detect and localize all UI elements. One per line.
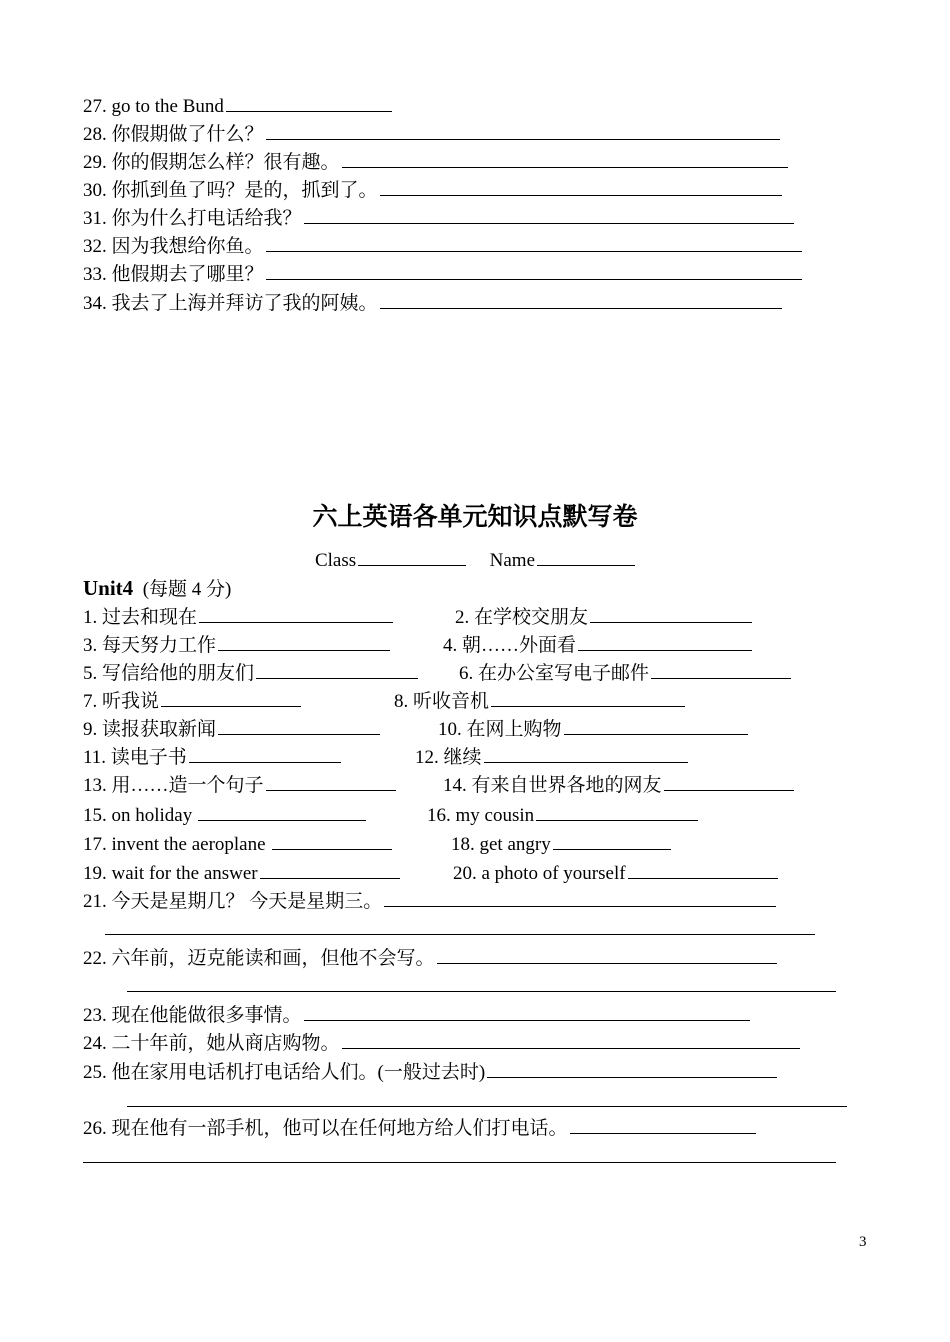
answer-blank[interactable] <box>226 91 392 112</box>
pair-row: 13. 用……造一个句子 14. 有来自世界各地的网友 <box>83 770 396 800</box>
answer-blank[interactable] <box>570 1113 756 1134</box>
answer-blank[interactable] <box>564 714 748 735</box>
item-30: 30. 你抓到鱼了吗？是的，抓到了。 <box>83 175 782 205</box>
sentence-21: 21. 今天是星期几？ 今天是星期三。 <box>83 886 776 916</box>
class-name-row: Class Name <box>0 545 950 575</box>
answer-blank[interactable] <box>266 119 780 140</box>
answer-line[interactable] <box>105 934 815 935</box>
unit-heading: Unit4 (每题 4 分) <box>83 576 232 600</box>
answer-blank[interactable] <box>260 858 400 879</box>
sentence-23: 23. 现在他能做很多事情。 <box>83 1000 750 1030</box>
name-blank[interactable] <box>537 545 635 566</box>
item-28: 28. 你假期做了什么？ <box>83 119 780 149</box>
answer-line[interactable] <box>127 1106 847 1107</box>
sentence-22: 22. 六年前，迈克能读和画，但他不会写。 <box>83 943 777 973</box>
class-blank[interactable] <box>358 545 466 566</box>
item-33: 33. 他假期去了哪里？ <box>83 259 802 289</box>
item-32: 32. 因为我想给你鱼。 <box>83 231 802 261</box>
answer-blank[interactable] <box>161 686 301 707</box>
item-34: 34. 我去了上海并拜访了我的阿姨。 <box>83 288 782 318</box>
answer-blank[interactable] <box>256 658 418 679</box>
item-31: 31. 你为什么打电话给我？ <box>83 203 794 233</box>
answer-blank[interactable] <box>266 231 802 252</box>
pair-row: 1. 过去和现在 2. 在学校交朋友 <box>83 602 393 632</box>
sentence-24: 24. 二十年前，她从商店购物。 <box>83 1028 800 1058</box>
answer-blank[interactable] <box>590 602 752 623</box>
page-title: 六上英语各单元知识点默写卷 <box>312 502 638 531</box>
answer-blank[interactable] <box>304 1000 750 1021</box>
answer-blank[interactable] <box>437 943 777 964</box>
answer-line[interactable] <box>127 991 836 992</box>
answer-blank[interactable] <box>304 203 794 224</box>
answer-blank[interactable] <box>628 858 778 879</box>
answer-blank[interactable] <box>380 288 782 309</box>
sentence-26: 26. 现在他有一部手机，他可以在任何地方给人们打电话。 <box>83 1113 756 1143</box>
answer-blank[interactable] <box>651 658 791 679</box>
pair-row: 11. 读电子书 12. 继续 <box>83 742 341 772</box>
answer-blank[interactable] <box>664 770 794 791</box>
answer-blank[interactable] <box>578 630 752 651</box>
answer-blank[interactable] <box>198 800 366 821</box>
answer-blank[interactable] <box>484 742 688 763</box>
answer-blank[interactable] <box>218 714 380 735</box>
answer-blank[interactable] <box>266 770 396 791</box>
answer-blank[interactable] <box>189 742 341 763</box>
answer-blank[interactable] <box>380 175 782 196</box>
item-29: 29. 你的假期怎么样？很有趣。 <box>83 147 788 177</box>
pair-row: 19. wait for the answer 20. a photo of yourself <box>83 858 400 888</box>
item-27: 27. go to the Bund <box>83 91 392 121</box>
answer-blank[interactable] <box>384 886 776 907</box>
pair-row: 3. 每天努力工作 4. 朝……外面看 <box>83 630 390 660</box>
answer-blank[interactable] <box>487 1057 777 1078</box>
sentence-25: 25. 他在家用电话机打电话给人们。(一般过去时) <box>83 1057 777 1087</box>
answer-blank[interactable] <box>342 147 788 168</box>
answer-line[interactable] <box>83 1162 836 1163</box>
answer-blank[interactable] <box>342 1028 800 1049</box>
answer-blank[interactable] <box>218 630 390 651</box>
answer-blank[interactable] <box>199 602 393 623</box>
page-number: 3 <box>859 1234 867 1250</box>
pair-row: 5. 写信给他的朋友们 6. 在办公室写电子邮件 <box>83 658 418 688</box>
pair-row: 15. on holiday 16. my cousin <box>83 800 366 830</box>
answer-blank[interactable] <box>553 829 671 850</box>
pair-row: 17. invent the aeroplane 18. get angry <box>83 829 392 859</box>
answer-blank[interactable] <box>491 686 685 707</box>
answer-blank[interactable] <box>272 829 392 850</box>
answer-blank[interactable] <box>536 800 698 821</box>
answer-blank[interactable] <box>266 259 802 280</box>
pair-row: 7. 听我说 8. 听收音机 <box>83 686 301 716</box>
pair-row: 9. 读报获取新闻 10. 在网上购物 <box>83 714 380 744</box>
